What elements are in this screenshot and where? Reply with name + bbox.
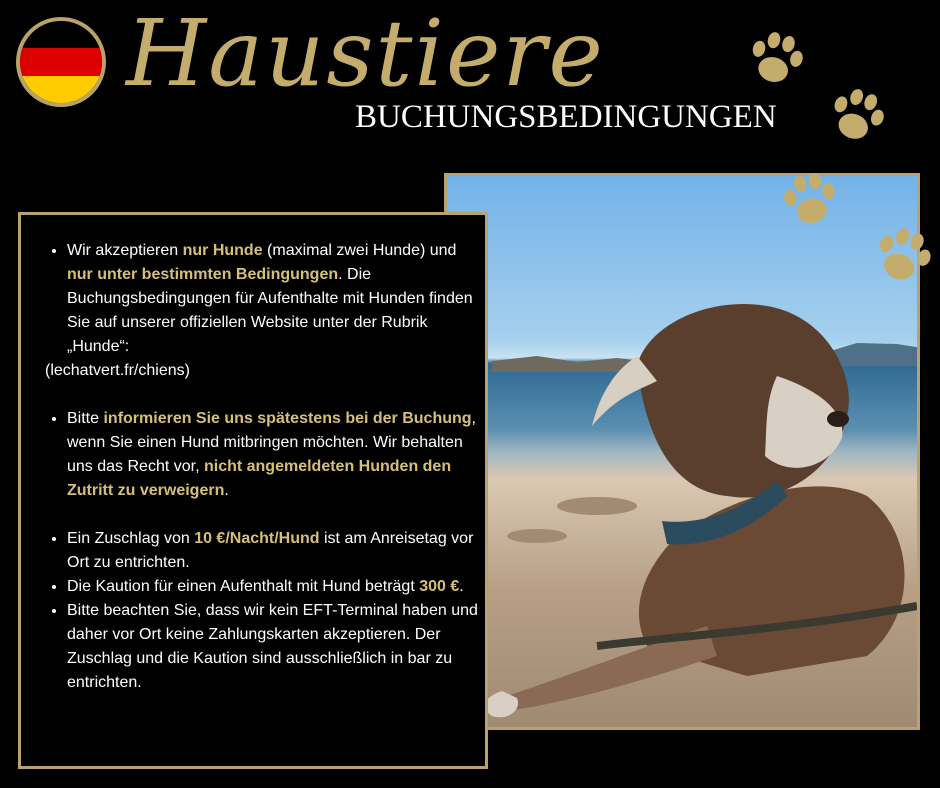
text: . Die Buchungsbedingungen für Aufenthalte mit Hunden finden Sie auf unserer offiziellen Website unter der Rubrik „Hunde“: [67,266,473,355]
flag-germany-icon [16,17,106,107]
highlight: nur unter bestimmten Bedingungen [67,266,339,283]
paw-icon [742,25,810,93]
list-item [67,239,483,359]
list-item [67,407,483,503]
conditions-panel [18,212,488,769]
text: Wir akzeptieren [67,242,183,259]
highlight: nicht angemeldeten Hunden den Zutritt zu verweigern [67,458,452,499]
text: Die Kaution für einen Aufenthalt mit Hund beträgt [67,578,420,595]
paw-icon [776,166,844,234]
list-item [67,575,483,599]
paw-icon [823,82,891,150]
text: ist am Anreisetag vor Ort zu entrichten. [67,530,474,571]
highlight: 300 € [419,578,460,595]
list-item [67,599,483,695]
highlight: 10 €/Nacht/Hund [194,530,320,547]
list-item [67,527,483,575]
highlight: nur Hunde [182,242,263,259]
text: Bitte [67,410,104,427]
text: . [459,578,464,595]
text: . [224,482,229,499]
dog-photo [444,173,920,730]
highlight: informieren Sie uns spätestens bei der Buchung [103,410,472,427]
page-subtitle: BUCHUNGSBEDINGUNGEN [355,99,777,135]
text: , wenn Sie einen Hund mitbringen möchten. Wir behalten uns das Recht vor, [67,410,476,475]
website-link[interactable]: (lechatvert.fr/chiens) [45,362,190,379]
paw-icon [868,221,938,291]
page-title: Haustiere [126,0,605,107]
text: Bitte beachten Sie, dass wir kein EFT-Terminal haben und daher vor Ort keine Zahlungskarten akzeptieren. Der Zuschlag und die Kaution sind ausschließlich in bar zu entrichten. [67,602,478,691]
text: Ein Zuschlag von [67,530,195,547]
text: (maximal zwei Hunde) und [262,242,457,259]
